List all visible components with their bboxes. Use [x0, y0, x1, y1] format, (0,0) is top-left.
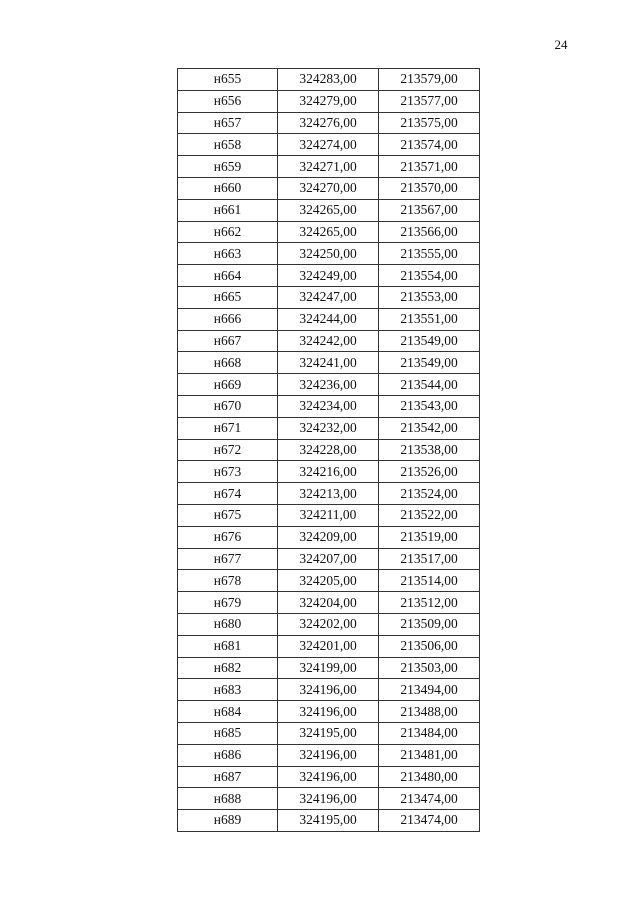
- table-row: [178, 177, 480, 199]
- y-coordinate-cell: 213480,00: [379, 766, 480, 788]
- x-coordinate-cell: 324207,00: [278, 548, 379, 570]
- point-number-cell: н673: [178, 461, 278, 483]
- y-coordinate-cell: 213524,00: [379, 483, 480, 505]
- point-number-cell: н662: [178, 221, 278, 243]
- table-row: [178, 243, 480, 265]
- table-row: [178, 286, 480, 308]
- point-number-cell: н660: [178, 177, 278, 199]
- x-coordinate-cell: 324271,00: [278, 156, 379, 178]
- x-coordinate-cell: 324244,00: [278, 308, 379, 330]
- point-number-cell: н661: [178, 199, 278, 221]
- coordinates-table: [177, 68, 480, 832]
- point-number-cell: н682: [178, 657, 278, 679]
- table-row: [178, 526, 480, 548]
- x-coordinate-cell: 324270,00: [278, 177, 379, 199]
- x-coordinate-cell: 324276,00: [278, 112, 379, 134]
- table-row: [178, 352, 480, 374]
- table-row: [178, 722, 480, 744]
- y-coordinate-cell: 213484,00: [379, 722, 480, 744]
- y-coordinate-cell: 213551,00: [379, 308, 480, 330]
- y-coordinate-cell: 213494,00: [379, 679, 480, 701]
- x-coordinate-cell: 324199,00: [278, 657, 379, 679]
- table-row: [178, 308, 480, 330]
- x-coordinate-cell: 324265,00: [278, 199, 379, 221]
- x-coordinate-cell: 324234,00: [278, 395, 379, 417]
- point-number-cell: н674: [178, 483, 278, 505]
- table-row: [178, 570, 480, 592]
- x-coordinate-cell: 324195,00: [278, 810, 379, 832]
- table-row: [178, 395, 480, 417]
- table-row: [178, 613, 480, 635]
- y-coordinate-cell: 213514,00: [379, 570, 480, 592]
- point-number-cell: н669: [178, 374, 278, 396]
- table-row: [178, 744, 480, 766]
- y-coordinate-cell: 213474,00: [379, 810, 480, 832]
- point-number-cell: н672: [178, 439, 278, 461]
- y-coordinate-cell: 213544,00: [379, 374, 480, 396]
- table-row: [178, 657, 480, 679]
- point-number-cell: н657: [178, 112, 278, 134]
- page-number: 24: [554, 37, 568, 52]
- y-coordinate-cell: 213509,00: [379, 613, 480, 635]
- table-row: [178, 592, 480, 614]
- table-row: [178, 330, 480, 352]
- y-coordinate-cell: 213574,00: [379, 134, 480, 156]
- table-row: [178, 134, 480, 156]
- table-row: [178, 221, 480, 243]
- point-number-cell: н655: [178, 69, 278, 91]
- y-coordinate-cell: 213542,00: [379, 417, 480, 439]
- table-row: [178, 679, 480, 701]
- x-coordinate-cell: 324247,00: [278, 286, 379, 308]
- point-number-cell: н666: [178, 308, 278, 330]
- table-row: [178, 788, 480, 810]
- table-row: [178, 766, 480, 788]
- point-number-cell: н675: [178, 504, 278, 526]
- table-row: [178, 199, 480, 221]
- x-coordinate-cell: 324211,00: [278, 504, 379, 526]
- table-row: [178, 156, 480, 178]
- point-number-cell: н663: [178, 243, 278, 265]
- table-row: [178, 504, 480, 526]
- x-coordinate-cell: 324201,00: [278, 635, 379, 657]
- x-coordinate-cell: 324196,00: [278, 766, 379, 788]
- point-number-cell: н683: [178, 679, 278, 701]
- point-number-cell: н658: [178, 134, 278, 156]
- y-coordinate-cell: 213488,00: [379, 701, 480, 723]
- y-coordinate-cell: 213571,00: [379, 156, 480, 178]
- table-row: [178, 635, 480, 657]
- point-number-cell: н678: [178, 570, 278, 592]
- table-row: [178, 265, 480, 287]
- point-number-cell: н689: [178, 810, 278, 832]
- point-number-cell: н665: [178, 286, 278, 308]
- y-coordinate-cell: 213481,00: [379, 744, 480, 766]
- x-coordinate-cell: 324213,00: [278, 483, 379, 505]
- point-number-cell: н676: [178, 526, 278, 548]
- y-coordinate-cell: 213503,00: [379, 657, 480, 679]
- point-number-cell: н679: [178, 592, 278, 614]
- table-row: [178, 548, 480, 570]
- y-coordinate-cell: 213549,00: [379, 330, 480, 352]
- y-coordinate-cell: 213519,00: [379, 526, 480, 548]
- x-coordinate-cell: 324265,00: [278, 221, 379, 243]
- x-coordinate-cell: 324241,00: [278, 352, 379, 374]
- x-coordinate-cell: 324283,00: [278, 69, 379, 91]
- point-number-cell: н671: [178, 417, 278, 439]
- point-number-cell: н685: [178, 722, 278, 744]
- point-number-cell: н681: [178, 635, 278, 657]
- x-coordinate-cell: 324228,00: [278, 439, 379, 461]
- table-row: [178, 417, 480, 439]
- y-coordinate-cell: 213579,00: [379, 69, 480, 91]
- y-coordinate-cell: 213566,00: [379, 221, 480, 243]
- x-coordinate-cell: 324279,00: [278, 90, 379, 112]
- point-number-cell: н686: [178, 744, 278, 766]
- table-row: [178, 701, 480, 723]
- table-row: [178, 810, 480, 832]
- x-coordinate-cell: 324204,00: [278, 592, 379, 614]
- x-coordinate-cell: 324205,00: [278, 570, 379, 592]
- coordinates-table-body: [178, 69, 480, 832]
- x-coordinate-cell: 324196,00: [278, 679, 379, 701]
- point-number-cell: н670: [178, 395, 278, 417]
- y-coordinate-cell: 213570,00: [379, 177, 480, 199]
- table-row: [178, 112, 480, 134]
- y-coordinate-cell: 213512,00: [379, 592, 480, 614]
- x-coordinate-cell: 324209,00: [278, 526, 379, 548]
- table-row: [178, 69, 480, 91]
- x-coordinate-cell: 324196,00: [278, 788, 379, 810]
- y-coordinate-cell: 213555,00: [379, 243, 480, 265]
- x-coordinate-cell: 324196,00: [278, 744, 379, 766]
- point-number-cell: н668: [178, 352, 278, 374]
- x-coordinate-cell: 324195,00: [278, 722, 379, 744]
- x-coordinate-cell: 324250,00: [278, 243, 379, 265]
- point-number-cell: н688: [178, 788, 278, 810]
- point-number-cell: н677: [178, 548, 278, 570]
- point-number-cell: н684: [178, 701, 278, 723]
- y-coordinate-cell: 213553,00: [379, 286, 480, 308]
- y-coordinate-cell: 213575,00: [379, 112, 480, 134]
- table-row: [178, 439, 480, 461]
- y-coordinate-cell: 213517,00: [379, 548, 480, 570]
- x-coordinate-cell: 324216,00: [278, 461, 379, 483]
- point-number-cell: н680: [178, 613, 278, 635]
- y-coordinate-cell: 213474,00: [379, 788, 480, 810]
- x-coordinate-cell: 324249,00: [278, 265, 379, 287]
- y-coordinate-cell: 213543,00: [379, 395, 480, 417]
- x-coordinate-cell: 324274,00: [278, 134, 379, 156]
- x-coordinate-cell: 324196,00: [278, 701, 379, 723]
- table-row: [178, 374, 480, 396]
- point-number-cell: н687: [178, 766, 278, 788]
- y-coordinate-cell: 213538,00: [379, 439, 480, 461]
- y-coordinate-cell: 213526,00: [379, 461, 480, 483]
- point-number-cell: н659: [178, 156, 278, 178]
- table-row: [178, 483, 480, 505]
- x-coordinate-cell: 324236,00: [278, 374, 379, 396]
- point-number-cell: н656: [178, 90, 278, 112]
- y-coordinate-cell: 213549,00: [379, 352, 480, 374]
- x-coordinate-cell: 324242,00: [278, 330, 379, 352]
- x-coordinate-cell: 324232,00: [278, 417, 379, 439]
- x-coordinate-cell: 324202,00: [278, 613, 379, 635]
- point-number-cell: н667: [178, 330, 278, 352]
- y-coordinate-cell: 213522,00: [379, 504, 480, 526]
- y-coordinate-cell: 213554,00: [379, 265, 480, 287]
- table-row: [178, 90, 480, 112]
- table-row: [178, 461, 480, 483]
- point-number-cell: н664: [178, 265, 278, 287]
- y-coordinate-cell: 213567,00: [379, 199, 480, 221]
- y-coordinate-cell: 213506,00: [379, 635, 480, 657]
- y-coordinate-cell: 213577,00: [379, 90, 480, 112]
